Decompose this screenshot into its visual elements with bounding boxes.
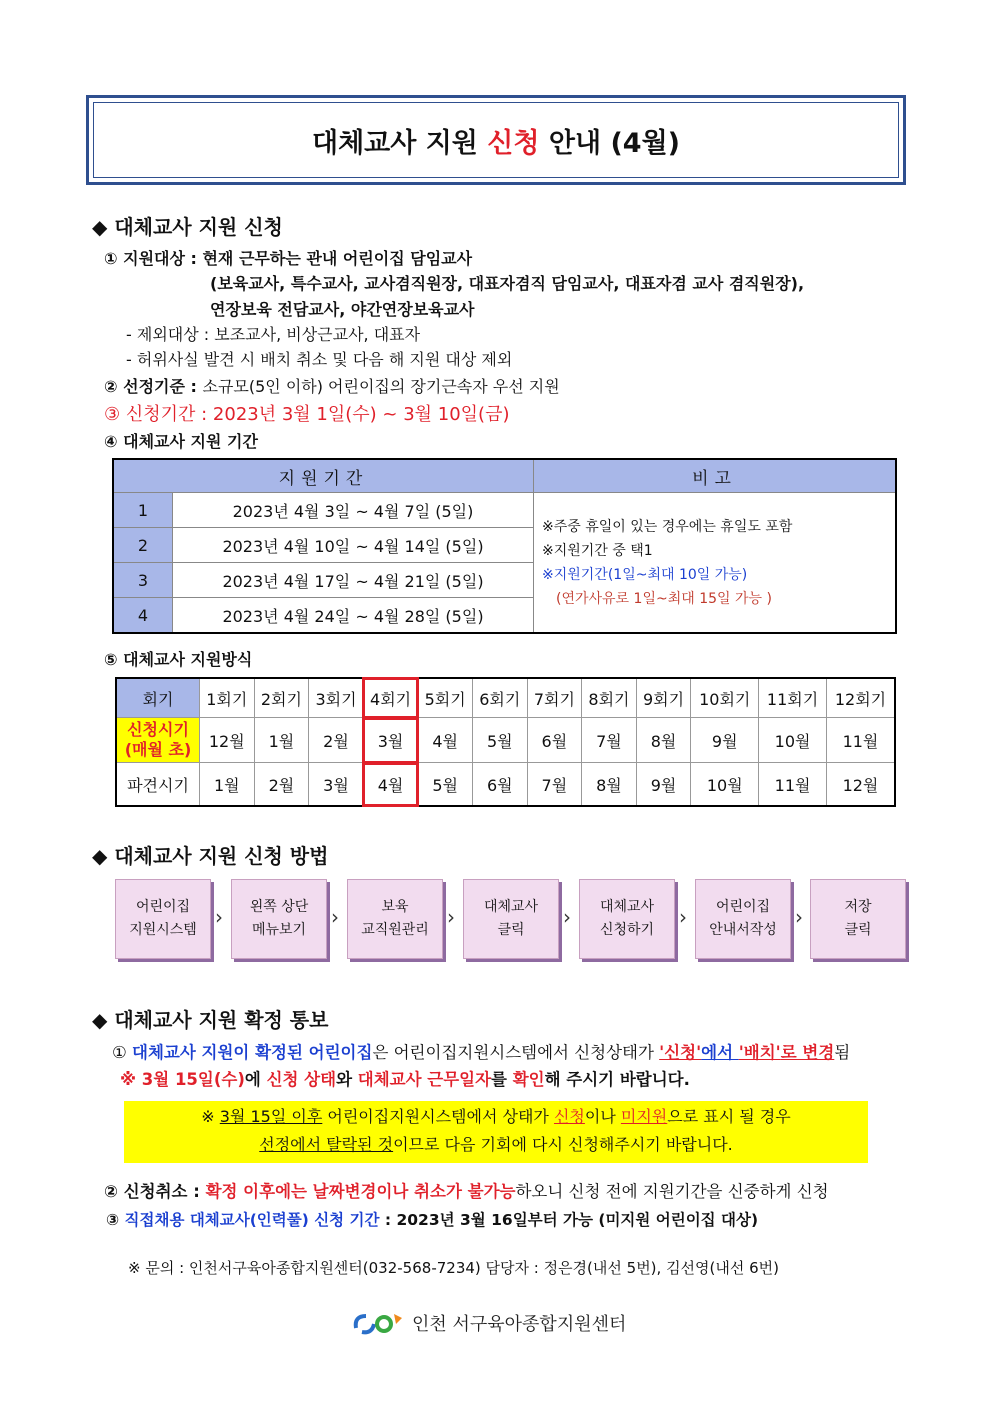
round-cell: 9회기 [636,678,691,718]
step-arrow-icon: › [215,905,223,929]
step-box: 보육 교직원관리 [347,879,443,959]
dispatch-month-cell: 3월 [309,763,364,807]
apply-month-cell: 6월 [527,718,582,763]
note-2: ※지원기간 중 택1 [542,542,653,559]
title-text-2: 안내 (4월) [548,127,680,159]
dispatch-label: 파견시기 [116,763,200,807]
dispatch-month-cell: 10월 [691,763,759,807]
check-t3: 를 [491,1070,513,1089]
cancel-line [104,1178,829,1202]
section2-heading: ◆ 대체교사 지원 신청 방법 [92,844,329,868]
warn-t2: 이나 [584,1107,621,1126]
period-notes [534,493,897,634]
apply-month-cell: 4월 [418,718,473,763]
center-logo-icon [352,1308,406,1338]
section3-heading: ◆ 대체교사 지원 확정 통보 [92,1008,329,1032]
step-arrow-icon: › [679,905,687,929]
dispatch-month-cell: 1월 [200,763,255,807]
round-cell: 12회기 [826,678,895,718]
period-table [112,458,897,634]
cancel-text: 하오니 신청 전에 지원기간을 신중하게 신청 [515,1182,829,1201]
round-cell: 7회기 [527,678,582,718]
round-cell: 4회기 [363,678,418,718]
round-cell: 1회기 [200,678,255,718]
step-box: 저장 클릭 [810,879,906,959]
apply-month-cell: 9월 [691,718,759,763]
period-dates: 2023년 4월 17일 ~ 4월 21일 (5일) [173,563,534,598]
dispatch-month-cell: 9월 [636,763,691,807]
apply-month-cell: 10월 [759,718,827,763]
title-text-red: 신청 [487,127,540,159]
period-dates: 2023년 4월 24일 ~ 4월 28일 (5일) [173,598,534,634]
warn-mark: ※ [201,1107,220,1126]
period-header: 지원기간 [113,459,534,493]
apply-time-label [116,718,200,763]
dispatch-month-cell: 11월 [759,763,827,807]
dispatch-month-cell: 12월 [826,763,895,807]
method-table [115,677,896,807]
warn-date: 3월 15일 이후 [219,1107,323,1126]
criteria-text: 소규모(5인 이하) 어린이집의 장기근속자 우선 지원 [202,377,560,396]
target-line: ① 지원대상 : 현재 근무하는 관내 어린이집 담임교사 [104,249,473,268]
warning-line-1 [124,1103,868,1131]
round-cell: 3회기 [309,678,364,718]
note-header: 비고 [534,459,897,493]
excluded-line: - 제외대상 : 보조교사, 비상근교사, 대표자 [126,325,421,344]
round-cell: 11회기 [759,678,827,718]
period-num: 3 [113,563,173,598]
confirm-from: 에서 [701,1043,739,1062]
check-date: ※ 3월 15일(수) [120,1070,245,1089]
note-3: ※지원기간(1일~최대 10일 가능) [542,566,748,583]
check-status: 신청 상태 [266,1070,337,1089]
step-box: 대체교사 신청하기 [579,879,675,959]
round-label: 회기 [116,678,200,718]
direct-text: : 2023년 3월 16일부터 가능 (미지원 어린이집 대상) [379,1211,759,1229]
step-arrow-icon: › [795,905,803,929]
support-period-label: ④ 대체교사 지원 기간 [104,432,258,451]
period-num: 1 [113,493,173,528]
apply-month-cell: 12월 [200,718,255,763]
apply-month-cell: 2월 [309,718,364,763]
dispatch-month-cell: 7월 [527,763,582,807]
step-arrow-icon: › [331,905,339,929]
round-cell: 5회기 [418,678,473,718]
apply-time-label-2: (매월 초) [124,740,192,759]
apply-time-label-1: 신청시기 [127,720,189,739]
warning-box [124,1101,868,1163]
confirm-change: 로 변경 [780,1043,835,1062]
warn-t1: 어린이집지원시스템에서 상태가 [322,1107,554,1126]
dispatch-month-cell: 5월 [418,763,473,807]
period-dates: 2023년 4월 3일 ~ 4월 7일 (5일) [173,493,534,528]
confirm-target: 대체교사 지원이 확정된 어린이집 [132,1043,373,1062]
note-1: ※주중 휴일이 있는 경우에는 휴일도 포함 [542,518,793,535]
cancel-label: ② 신청취소 : [104,1182,206,1201]
apply-month-cell: 8월 [636,718,691,763]
apply-month-cell: 7월 [582,718,637,763]
status-apply: '신청' [659,1043,702,1062]
check-t1: 에 [244,1070,267,1089]
cancel-warning: 확정 이후에는 날짜변경이나 취소가 불가능 [205,1182,516,1201]
dispatch-month-cell: 8월 [582,763,637,807]
round-cell: 6회기 [472,678,527,718]
footer-logo [352,1308,626,1338]
warn-t4: 이므로 다음 기회에 다시 신청해주시기 바랍니다. [393,1135,733,1154]
dispatch-month-cell: 6월 [472,763,527,807]
confirm-line [112,1039,850,1063]
warn-dropped: 선정에서 탈락된 것 [259,1135,394,1154]
confirm-text: 은 어린이집지원시스템에서 신청상태가 [372,1043,660,1062]
title-box [86,95,906,185]
criteria-line [104,374,560,397]
step-box: 어린이집 지원시스템 [115,879,211,959]
method-label: ⑤ 대체교사 지원방식 [104,650,253,669]
round-cell: 2회기 [254,678,309,718]
warn-t3: 으로 표시 될 경우 [667,1107,791,1126]
check-workdays: 대체교사 근무일자 [357,1070,492,1089]
confirm-end: 됨 [834,1043,851,1062]
contact-line: ※ 문의 : 인천서구육아종합지원센터(032-568-7234) 담당자 : 정은경(내선 5번), 김선영(내선 6번) [128,1259,780,1277]
confirm-num: ① [112,1043,133,1062]
apply-month-cell: 3월 [363,718,418,763]
target-line-2: (보육교사, 특수교사, 교사겸직원장, 대표자겸직 담임교사, 대표자겸 교사 겸직원장), [210,274,805,293]
direct-num: ③ [106,1211,125,1229]
round-cell: 8회기 [582,678,637,718]
check-t2: 와 [336,1070,358,1089]
note-4: (연가사유로 1일~최대 15일 가능 ) [556,590,772,607]
direct-label: 직접채용 대체교사(인력풀) 신청 기간 [124,1211,380,1229]
status-placed: '배치' [738,1043,781,1062]
title-text-1: 대체교사 지원 [311,127,478,159]
dispatch-month-cell: 4월 [363,763,418,807]
check-confirm: 확인 [512,1070,545,1089]
warning-line-2 [124,1131,868,1159]
apply-period-line: ③ 신청기간 : 2023년 3월 1일(수) ~ 3월 10일(금) [104,404,510,425]
apply-month-cell: 11월 [826,718,895,763]
false-info-line: - 허위사실 발견 시 배치 취소 및 다음 해 지원 대상 제외 [126,350,513,369]
period-dates: 2023년 4월 10일 ~ 4월 14일 (5일) [173,528,534,563]
step-box: 왼쪽 상단 메뉴보기 [231,879,327,959]
section1-heading: ◆ 대체교사 지원 신청 [92,215,283,239]
step-box: 어린이집 안내서작성 [695,879,791,959]
apply-month-cell: 1월 [254,718,309,763]
period-num: 2 [113,528,173,563]
period-num: 4 [113,598,173,634]
step-arrow-icon: › [563,905,571,929]
step-box: 대체교사 클릭 [463,879,559,959]
target-line-3: 연장보육 전담교사, 야간연장보육교사 [210,300,475,319]
criteria-label: ② 선정기준 : [104,377,203,396]
warn-apply: 신청 [553,1107,585,1126]
dispatch-month-cell: 2월 [254,763,309,807]
page-title [93,102,899,178]
check-t4: 해 주시기 바랍니다. [544,1070,690,1089]
step-arrow-icon: › [447,905,455,929]
direct-hire-line [106,1208,758,1230]
round-cell: 10회기 [691,678,759,718]
warn-unsupported: 미지원 [620,1107,668,1126]
footer-text: 인천 서구육아종합지원센터 [412,1314,627,1335]
apply-month-cell: 5월 [472,718,527,763]
check-line [120,1066,690,1090]
